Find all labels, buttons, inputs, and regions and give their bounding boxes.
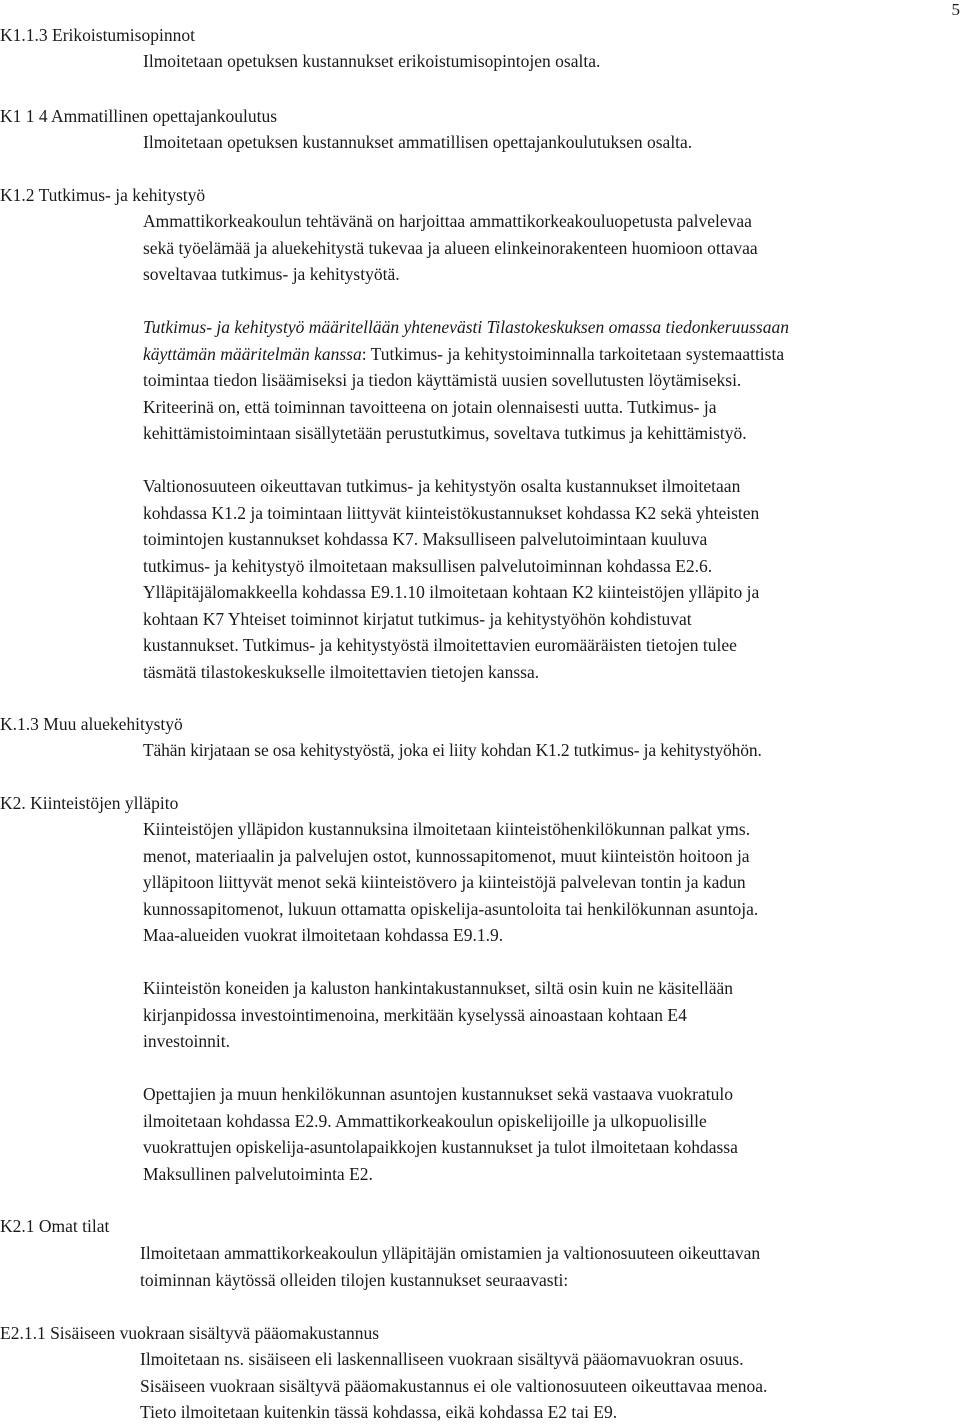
text-line: Valtionosuuteen oikeuttavan tutkimus- ja kehitystyön osalta kustannukset ilmoitetaan [143, 473, 759, 500]
text-line: tutkimus- ja kehitystyö ilmoitetaan maksullisen palvelutoiminnan kohdassa E2.6. [143, 553, 759, 580]
text-line: Tieto ilmoitetaan kuitenkin tässä kohdassa, eikä kohdassa E2 tai E9. [140, 1399, 767, 1426]
paragraph-k12-state-funding [143, 473, 759, 685]
page-number: 5 [952, 0, 960, 20]
text-line: Opettajien ja muun henkilökunnan asuntojen kustannukset sekä vastaava vuokratulo [143, 1081, 738, 1108]
text-line: kohdassa K1.2 ja toimintaan liittyvät kiinteistökustannukset kohdassa K2 sekä yhteisten [143, 500, 759, 527]
text-line: Kiinteistöjen ylläpidon kustannuksina ilmoitetaan kiinteistöhenkilökunnan palkat yms. [143, 816, 758, 843]
text-phrase: : Tutkimus- ja kehitystoiminnalla tarkoitetaan systemaattista [362, 344, 784, 364]
text-line: ylläpitoon liittyvät menot sekä kiinteistövero ja kiinteistöjä palvelevan tontin ja kadun [143, 869, 758, 896]
text-line: täsmätä tilastokeskukselle ilmoitettavien tietojen kanssa. [143, 659, 759, 686]
italic-text-line: Tutkimus- ja kehitystyö määritellään yhtenevästi Tilastokeskuksen omassa tiedonkeruussaan [143, 314, 789, 341]
text-line: Sisäiseen vuokraan sisältyvä pääomakustannus ei ole valtionosuuteen oikeuttavaa menoa. [140, 1373, 767, 1400]
paragraph-k21 [140, 1240, 760, 1293]
text-line: menot, materiaalin ja palvelujen ostot, kunnossapitomenot, muut kiinteistön hoitoon ja [143, 843, 758, 870]
text-line [143, 341, 789, 368]
text-line: toiminnan käytössä olleiden tilojen kustannukset seuraavasti: [140, 1267, 760, 1294]
paragraph-k114 [143, 129, 692, 156]
text-line: kunnossapitomenot, lukuun ottamatta opiskelija-asuntoloita tai henkilökunnan asuntoja. [143, 896, 758, 923]
text-line: Maa-alueiden vuokrat ilmoitetaan kohdassa E9.1.9. [143, 922, 758, 949]
text-line: Ilmoitetaan opetuksen kustannukset ammatillisen opettajankoulutuksen osalta. [143, 129, 692, 156]
text-line: Kriteerinä on, että toiminnan tavoitteena on jotain olennaisesti uutta. Tutkimus- ja [143, 394, 789, 421]
text-line: toimintojen kustannukset kohdassa K7. Maksulliseen palvelutoimintaan kuuluva [143, 526, 759, 553]
text-line: sekä työelämää ja aluekehitystä tukevaa ja alueen elinkeinorakenteen huomioon ottavaa [143, 235, 758, 262]
paragraph-e211 [140, 1346, 767, 1426]
heading-k114: K1 1 4 Ammatillinen opettajankoulutus [0, 103, 277, 130]
paragraph-k113 [143, 48, 600, 75]
text-line: kohtaan K7 Yhteiset toiminnot kirjatut tutkimus- ja kehitystyöhön kohdistuvat [143, 606, 759, 633]
text-line: vuokrattujen opiskelija-asuntolapaikkojen kustannukset ja tulot ilmoitetaan kohdassa [143, 1134, 738, 1161]
heading-e211: E2.1.1 Sisäiseen vuokraan sisältyvä pääomakustannus [0, 1320, 379, 1347]
text-line: Ylläpitäjälomakkeella kohdassa E9.1.10 ilmoitetaan kohtaan K2 kiinteistöjen ylläpito ja [143, 579, 759, 606]
text-line: Ilmoitetaan ammattikorkeakoulun ylläpitäjän omistamien ja valtionosuuteen oikeuttavan [140, 1240, 760, 1267]
text-line: toimintaa tiedon lisäämiseksi ja tiedon käyttämistä uusien sovellutusten löytämiseksi. [143, 367, 789, 394]
heading-k113: K1.1.3 Erikoistumisopinnot [0, 22, 195, 49]
heading-k2: K2. Kiinteistöjen ylläpito [0, 790, 178, 817]
paragraph-k2-equipment [143, 975, 733, 1055]
paragraph-k13 [143, 737, 762, 764]
paragraph-k2-costs [143, 816, 758, 949]
text-line: ilmoitetaan kohdassa E2.9. Ammattikorkeakoulun opiskelijoille ja ulkopuolisille [143, 1108, 738, 1135]
paragraph-k2-housing [143, 1081, 738, 1187]
heading-k21: K2.1 Omat tilat [0, 1213, 109, 1240]
paragraph-k12-intro [143, 208, 758, 288]
italic-phrase: käyttämän määritelmän kanssa [143, 344, 362, 364]
text-line: Maksullinen palvelutoiminta E2. [143, 1161, 738, 1188]
text-line: kehittämistoimintaan sisällytetään perustutkimus, soveltava tutkimus ja kehittämistyö. [143, 420, 789, 447]
text-line: kirjanpidossa investointimenoina, merkitään kyselyssä ainoastaan kohtaan E4 [143, 1002, 733, 1029]
text-line: Ammattikorkeakoulun tehtävänä on harjoittaa ammattikorkeakouluopetusta palvelevaa [143, 208, 758, 235]
text-line: kustannukset. Tutkimus- ja kehitystyöstä ilmoitettavien euromääräisten tietojen tulee [143, 632, 759, 659]
text-line: Ilmoitetaan ns. sisäiseen eli laskennalliseen vuokraan sisältyvä pääomavuokran osuus. [140, 1346, 767, 1373]
text-line: Ilmoitetaan opetuksen kustannukset erikoistumisopintojen osalta. [143, 48, 600, 75]
text-line: investoinnit. [143, 1028, 733, 1055]
text-line: soveltavaa tutkimus- ja kehitystyötä. [143, 261, 758, 288]
text-line: Tähän kirjataan se osa kehitystyöstä, joka ei liity kohdan K1.2 tutkimus- ja kehitystyöhön. [143, 737, 762, 764]
paragraph-k12-definition [143, 314, 789, 447]
text-line: Kiinteistön koneiden ja kaluston hankintakustannukset, siltä osin kuin ne käsitellään [143, 975, 733, 1002]
heading-k12: K1.2 Tutkimus- ja kehitystyö [0, 182, 205, 209]
heading-k13: K.1.3 Muu aluekehitystyö [0, 711, 183, 738]
